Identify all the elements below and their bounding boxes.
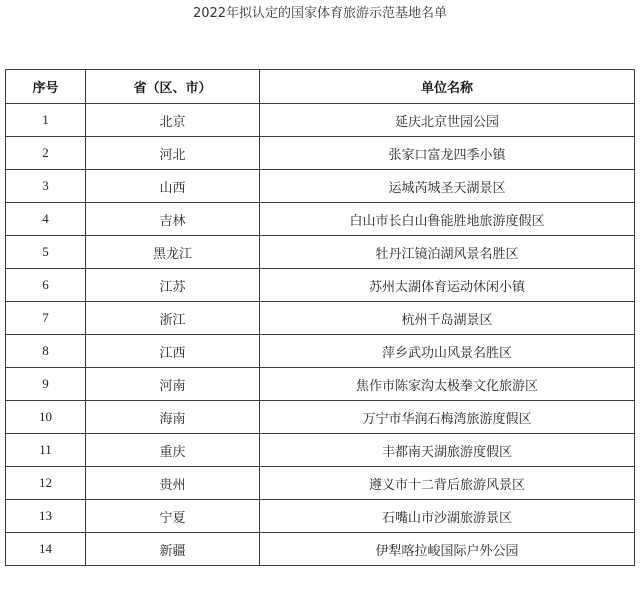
row-unit-name: 丰都南天湖旅游度假区 xyxy=(260,434,635,467)
row-number: 2 xyxy=(6,137,86,170)
row-province: 北京 xyxy=(86,104,260,137)
row-unit-name: 萍乡武功山风景名胜区 xyxy=(260,335,635,368)
row-province: 江西 xyxy=(86,335,260,368)
row-province: 吉林 xyxy=(86,203,260,236)
row-number: 14 xyxy=(6,533,86,566)
row-number: 5 xyxy=(6,236,86,269)
row-province: 江苏 xyxy=(86,269,260,302)
table-row xyxy=(6,401,635,434)
row-province: 浙江 xyxy=(86,302,260,335)
row-unit-name: 杭州千岛湖景区 xyxy=(260,302,635,335)
table-row xyxy=(6,434,635,467)
column-header-province: 省（区、市） xyxy=(86,70,260,104)
row-number: 12 xyxy=(6,467,86,500)
row-unit-name: 张家口富龙四季小镇 xyxy=(260,137,635,170)
row-province: 河南 xyxy=(86,368,260,401)
table-header-row xyxy=(6,70,635,104)
row-province: 黑龙江 xyxy=(86,236,260,269)
column-header-unit-name: 单位名称 xyxy=(260,70,635,104)
row-number: 1 xyxy=(6,104,86,137)
row-province: 海南 xyxy=(86,401,260,434)
row-province: 贵州 xyxy=(86,467,260,500)
row-unit-name: 石嘴山市沙湖旅游景区 xyxy=(260,500,635,533)
table-row xyxy=(6,104,635,137)
row-number: 3 xyxy=(6,170,86,203)
table-row xyxy=(6,236,635,269)
row-unit-name: 焦作市陈家沟太极拳文化旅游区 xyxy=(260,368,635,401)
row-unit-name: 苏州太湖体育运动休闲小镇 xyxy=(260,269,635,302)
row-unit-name: 遵义市十二背后旅游风景区 xyxy=(260,467,635,500)
table-row xyxy=(6,269,635,302)
table-row xyxy=(6,170,635,203)
row-unit-name: 延庆北京世园公园 xyxy=(260,104,635,137)
row-number: 13 xyxy=(6,500,86,533)
row-province: 山西 xyxy=(86,170,260,203)
row-province: 重庆 xyxy=(86,434,260,467)
row-unit-name: 万宁市华润石梅湾旅游度假区 xyxy=(260,401,635,434)
row-number: 6 xyxy=(6,269,86,302)
table-row xyxy=(6,203,635,236)
row-unit-name: 运城芮城圣天湖景区 xyxy=(260,170,635,203)
row-unit-name: 白山市长白山鲁能胜地旅游度假区 xyxy=(260,203,635,236)
row-number: 9 xyxy=(6,368,86,401)
page-title: 2022年拟认定的国家体育旅游示范基地名单 xyxy=(192,6,448,21)
row-province: 宁夏 xyxy=(86,500,260,533)
table-row xyxy=(6,533,635,566)
table-row xyxy=(6,467,635,500)
row-number: 10 xyxy=(6,401,86,434)
row-number: 8 xyxy=(6,335,86,368)
table-row xyxy=(6,368,635,401)
row-number: 4 xyxy=(6,203,86,236)
column-header-number: 序号 xyxy=(6,70,86,104)
row-unit-name: 牡丹江镜泊湖风景名胜区 xyxy=(260,236,635,269)
row-province: 新疆 xyxy=(86,533,260,566)
row-unit-name: 伊犁喀拉峻国际户外公园 xyxy=(260,533,635,566)
row-number: 7 xyxy=(6,302,86,335)
table-row xyxy=(6,302,635,335)
table-row xyxy=(6,137,635,170)
row-province: 河北 xyxy=(86,137,260,170)
table-row xyxy=(6,500,635,533)
row-number: 11 xyxy=(6,434,86,467)
base-list-table xyxy=(5,69,635,566)
table-row xyxy=(6,335,635,368)
